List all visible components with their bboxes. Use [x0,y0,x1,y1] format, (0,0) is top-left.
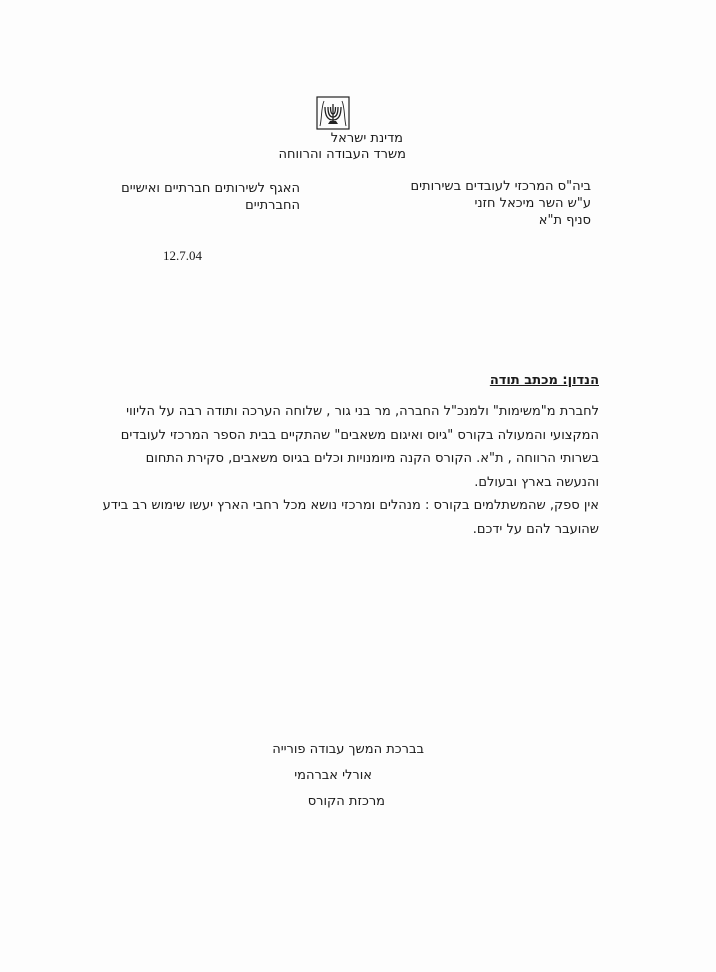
ministry-name: משרד העבודה והרווחה [278,147,406,162]
body-line: בשרותי הרווחה , ת"א. הקורס הקנה מיומנויות וכלים בגיוס משאבים, סקירת התחום [145,451,599,466]
letter-subject: הנדון: מכתב תודה [489,373,599,388]
school-name: ביה"ס המרכזי לעובדים בשירותים [410,179,591,194]
body-line: שהועבר להם על ידכם. [472,521,599,537]
school-branch: סניף ת"א [538,213,591,228]
department-name-line2: החברתיים [245,198,300,213]
signature-name: אורלי אברהמי [294,768,372,783]
body-line: והנעשה בארץ ובעולם. [474,474,599,490]
state-emblem-icon [316,96,350,130]
signature-title: מרכזת הקורס [307,794,385,809]
letter-body [99,400,599,541]
department-name-line1: האגף לשירותים חברתיים ואישיים [121,181,300,196]
school-namesake: ע"ש השר מיכאל חזני [474,196,591,211]
department-block [121,180,300,214]
letter-date: 12.7.04 [163,248,202,263]
signature-closing: בברכת המשך עבודה פורייה [272,742,424,757]
body-line: אין ספק, שהמשתלמים בקורס : מנהלים ומרכזי נושא מכל רחבי הארץ יעשו שימוש רב בידע [102,498,599,513]
body-line: המקצועי והמעולה בקורס "גיוס ואיגום משאבים" שהתקיים בבית הספר המרכזי לעובדים [120,427,599,443]
school-address-block [411,178,591,229]
body-line: לחברת מ"משימות" ולמנכ"ל החברה, מר בני גור , שלוחה הערכה ותודה רבה על הליווי [126,404,599,419]
state-name: מדינת ישראל [330,131,403,146]
